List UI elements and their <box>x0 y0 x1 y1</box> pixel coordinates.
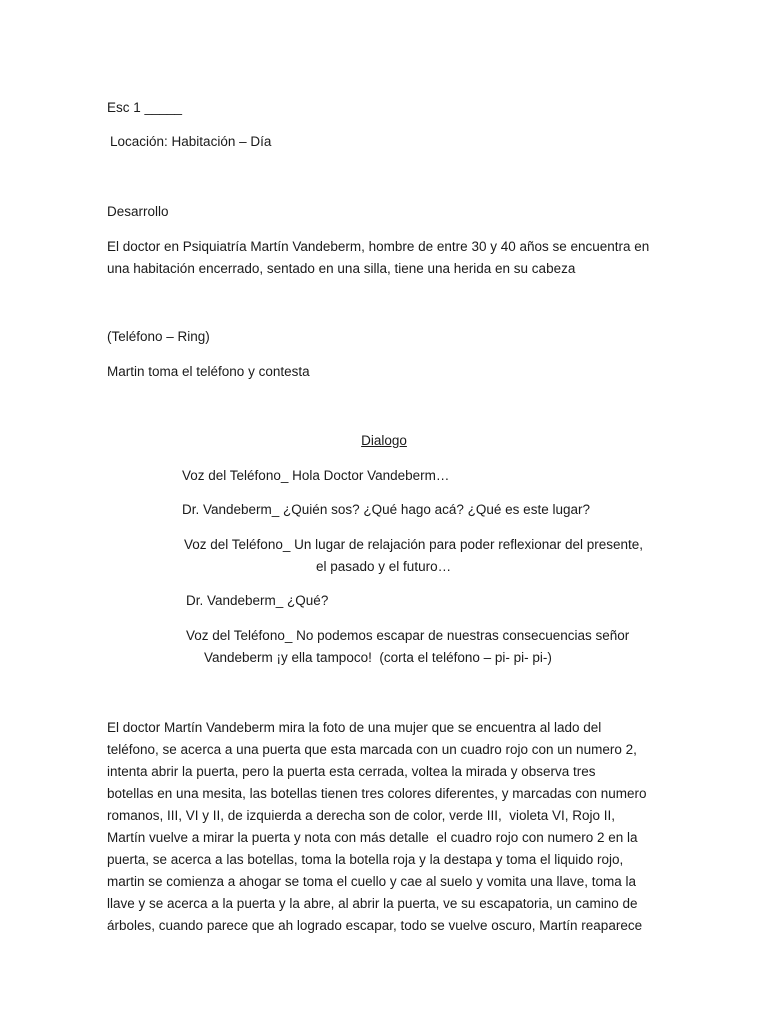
dialog-title: Dialogo <box>361 433 407 448</box>
dialog-line: Voz del Teléfono_ Hola Doctor Vandeberm… <box>182 468 450 483</box>
dialog-line: Dr. Vandeberm_ ¿Qué? <box>186 593 329 608</box>
dialog-line: Voz del Teléfono_ No podemos escapar de nuestras consecuencias señor <box>186 628 630 643</box>
paragraph-line: llave y se acerca a la puerta y la abre, al abrir la puerta, ve su escapatoria, un camino de <box>107 896 638 911</box>
paragraph-line: árboles, cuando parece que ah logrado escapar, todo se vuelve oscuro, Martín reaparece <box>107 918 643 933</box>
sound-cue: (Teléfono – Ring) <box>107 329 210 344</box>
paragraph-line: puerta, se acerca a las botellas, toma la botella roja y la destapa y toma el liquido rojo, <box>107 852 624 867</box>
paragraph-line: intenta abrir la puerta, pero la puerta esta cerrada, voltea la mirada y observa tres <box>107 764 596 779</box>
paragraph-line: romanos, III, VI y II, de izquierda a derecha son de color, verde III, violeta VI, Rojo II, <box>107 808 616 823</box>
paragraph-line: martin se comienza a ahogar se toma el cuello y cae al suelo y vomita una llave, toma la <box>107 874 637 889</box>
intro-line: El doctor en Psiquiatría Martín Vandeberm, hombre de entre 30 y 40 años se encuentra en <box>107 239 650 254</box>
dialog-line-continuation: Vandeberm ¡y ella tampoco! (corta el teléfono – pi- pi- pi-) <box>204 650 552 665</box>
intro-line: una habitación encerrado, sentado en una silla, tiene una herida en su cabeza <box>107 261 576 276</box>
dialog-line: Dr. Vandeberm_ ¿Quién sos? ¿Qué hago acá? ¿Qué es este lugar? <box>182 502 590 517</box>
scene-heading: Esc 1 _____ <box>107 100 183 115</box>
section-title: Desarrollo <box>107 204 169 219</box>
location-line: Locación: Habitación – Día <box>110 134 272 149</box>
intro-paragraph <box>107 236 649 280</box>
dialog-line: Voz del Teléfono_ Un lugar de relajación para poder reflexionar del presente, <box>184 537 644 552</box>
dialog-line-continuation: el pasado y el futuro… <box>316 559 452 574</box>
paragraph-line: El doctor Martín Vandeberm mira la foto de una mujer que se encuentra al lado del <box>107 720 602 735</box>
paragraph-line: teléfono, se acerca a una puerta que esta marcada con un cuadro rojo con un numero 2, <box>107 742 637 757</box>
action-line: Martin toma el teléfono y contesta <box>107 364 310 379</box>
closing-paragraph <box>107 717 647 937</box>
paragraph-line: Martín vuelve a mirar la puerta y nota con más detalle el cuadro rojo con numero 2 en la <box>107 830 638 845</box>
paragraph-line: botellas en una mesita, las botellas tienen tres colores diferentes, y marcadas con numero <box>107 786 647 801</box>
